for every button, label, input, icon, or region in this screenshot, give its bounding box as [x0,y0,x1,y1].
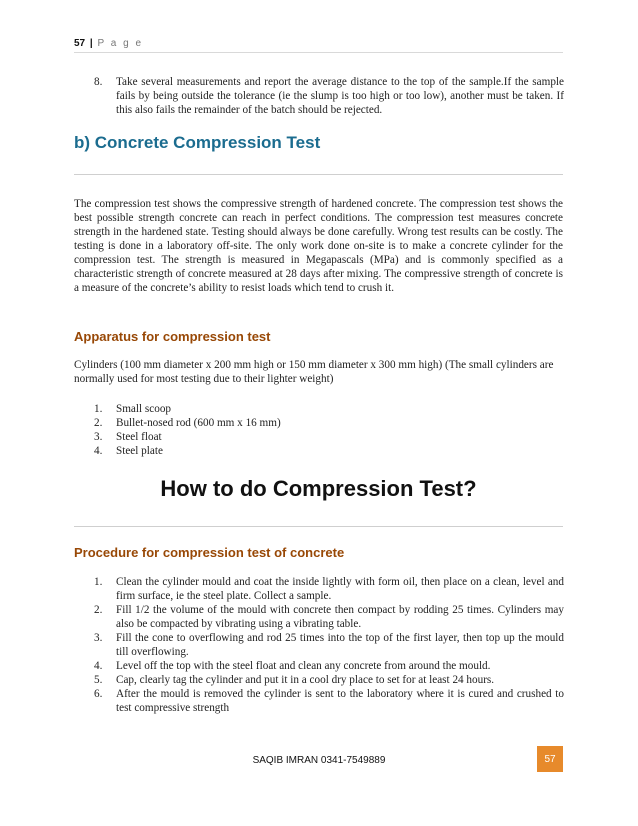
apparatus-heading: Apparatus for compression test [74,329,271,344]
footer-author: SAQIB IMRAN 0341-7549889 [252,755,386,766]
how-to-title: How to do Compression Test? [160,476,477,501]
step-number: 8. [94,76,103,88]
list-item [94,631,564,659]
step-text: Clean the cylinder mould and coat the inside lightly with form oil, then place on a clean, level and firm surface, ie the steel plate. Collect a sample. [116,576,564,602]
step-text: Fill 1/2 the volume of the mould with concrete then compact by rodding 25 times. Cylinders may also be compacted by vibrating using a vibrating table. [116,604,564,630]
step-text: After the mould is removed the cylinder is sent to the laboratory where it is cured and crushed to test compressive strength [116,688,564,714]
step-number: 4. [94,660,103,672]
step-number: 6. [94,688,103,700]
step-text: Take several measurements and report the average distance to the top of the sample.If the sample fails by being outside the tolerance (ie the slump is too high or too low), another must be taken. If this also fails the remainder of the batch should be rejected. [116,76,564,116]
header-page-number: 57 [74,38,86,49]
list-item [94,402,564,416]
header-rule [74,52,563,53]
list-item [94,430,564,444]
item-number: 4. [94,445,103,457]
item-number: 1. [94,403,103,415]
item-text: Small scoop [116,403,172,415]
list-item [94,673,564,687]
list-item [94,575,564,603]
step-number: 5. [94,674,103,686]
header-page-label: P a g e [97,38,144,49]
section-rule [74,174,563,175]
item-number: 3. [94,431,103,443]
list-item [94,416,564,430]
step-number: 3. [94,632,103,644]
section-b-title: b) Concrete Compression Test [74,133,321,152]
item-number: 2. [94,417,103,429]
list-item [94,687,564,715]
step-text: Fill the cone to overflowing and rod 25 times into the top of the first layer, then top up the mould till overflowing. [116,632,564,658]
header-separator: | [89,38,93,49]
section-rule [74,526,563,527]
page-header [74,38,143,49]
step-text: Cap, clearly tag the cylinder and put it in a cool dry place to set for at least 24 hours. [116,674,495,686]
list-item [94,75,564,117]
intro-paragraph: The compression test shows the compressive strength of hardened concrete. The compression test shows the best possible strength concrete can reach in perfect conditions. The compression test measures concrete strength in the hardened state. Testing should always be done carefully. Wrong test results can be costly. The testing is done in a laboratory off-site. The only work done on-site is to make a concrete cylinder for the compression test. The strength is measured in Megapascals (MPa) and is commonly specified as a characteristic strength of concrete measured at 28 days after mixing. The compressive strength of concrete is a measure of the concrete’s ability to resist loads which tend to crush it. [74,198,563,294]
step-number: 2. [94,604,103,616]
procedure-heading: Procedure for compression test of concrete [74,545,345,560]
item-text: Bullet-nosed rod (600 mm x 16 mm) [116,417,281,429]
step-number: 1. [94,576,103,588]
list-item [94,603,564,631]
step-8 [94,75,564,117]
list-item [94,444,564,458]
footer-page-number: 57 [537,746,563,772]
list-item [94,659,564,673]
apparatus-list [94,402,564,458]
item-text: Steel float [116,431,162,443]
item-text: Steel plate [116,445,163,457]
procedure-list [94,575,564,715]
step-text: Level off the top with the steel float and clean any concrete from around the mould. [116,660,491,672]
cylinders-text: Cylinders (100 mm diameter x 200 mm high or 150 mm diameter x 300 mm high) (The small cylinders are normally used for most testing due to their lighter weight) [74,359,554,385]
